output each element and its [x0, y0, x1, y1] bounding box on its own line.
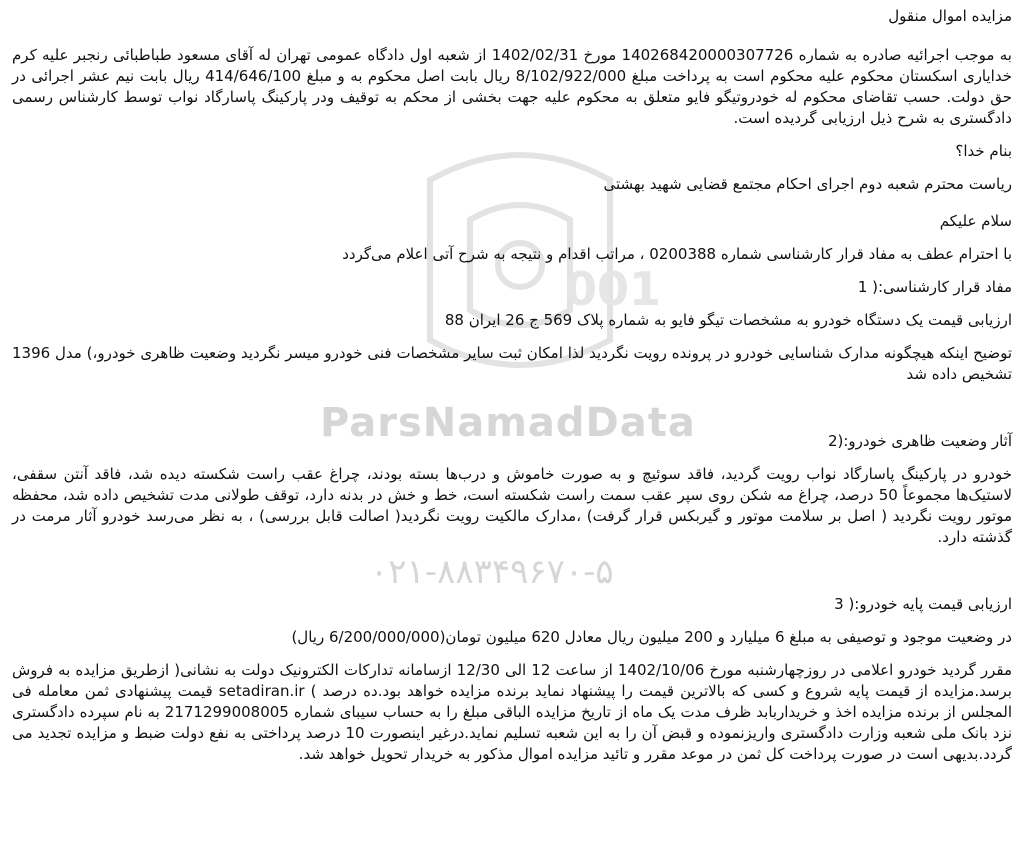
watermark-brand-text: ParsNamadData: [320, 400, 696, 446]
reference-line: با احترام عطف به مفاد قرار کارشناسی شماره 0200388 ، مراتب اقدام و نتیجه به شرح آتی اعلام می‌گردد: [342, 245, 1012, 263]
watermark-phone-text: ۰۲۱-۸۸۳۴۹۶۷۰-۵: [370, 552, 614, 592]
section3-body: در وضعیت موجود و توصیفی به مبلغ 6 میلیارد و 200 میلیون ریال معادل 620 میلیون تومان(6/200/000/000 ریال): [291, 628, 1012, 646]
section3-heading: ارزیابی قیمت پایه خودرو:( 3: [834, 595, 1012, 613]
section1-note: توضیح اینکه هیچگونه مدارک شناسایی خودرو در پرونده رویت نگردید لذا امکان ثبت سایر مشخصات فنی خودرو میسر نگردید وضعیت ظاهری خودرو،) مدل 1396 تشخیص داده شد: [12, 344, 1012, 383]
bismillah-line: بنام خدا؟: [955, 142, 1012, 160]
section2-body: خودرو در پارکینگ پاسارگاد نواب رویت گردید، فاقد سوئیچ و به صورت خاموش و درب‌ها بسته بودند، چراغ عقب راست شکسته دیده شد، فاقد آنتن سقفی، لاستیک‌ها مجموعاً 50 درصد، چراغ مه شکن روی سپر عقب سمت راست شکسته است، خط و خش در بدنه دارد، توقف طولانی مدت تشخیص داده شد، محفظه موتور رویت نگردید ( اصل بر سلامت موتور و گیربکس قرار گرفت) ،مدارک مالکیت رویت نگردید( اصالت قابل بررسی) ، به نظر می‌رسد خودرو آثار مرمت در گذشته دارد.: [12, 465, 1012, 546]
notice-intro-paragraph: به موجب اجرائیه صادره به شماره 140268420000307726 مورخ 1402/02/31 از شعبه اول دادگاه عمومی تهران له آقای مسعود طباطبائی رنجبر علیه کرم خدایاری اسکستان محکوم علیه محکوم است به پرداخت مبلغ 8/102/922/000 ریال بابت اصل محکوم به و مبلغ 414/646/100 ریال بابت نیم عشر اجرائی در حق دولت. حسب تقاضای محکوم له خودروتیگو فایو متعلق به محکوم علیه جهت بخشی از محکم به توقیف ودر پارکینگ پاسارگاد نواب توسط کارشناس رسمی دادگستری به شرح ذیل ارزیابی گردیده است.: [12, 46, 1012, 127]
svg-text:001: 001: [565, 262, 662, 316]
notice-title: مزایده اموال منقول: [888, 7, 1012, 25]
section1-heading: مفاد قرار کارشناسی:( 1: [857, 278, 1012, 296]
section1-body: ارزیابی قیمت یک دستگاه خودرو به مشخصات تیگو فایو به شماره پلاک 569 ج 26 ایران 88: [444, 311, 1012, 329]
greeting-line: سلام علیکم: [939, 212, 1012, 230]
closing-paragraph: مقرر گردید خودرو اعلامی در روزچهارشنبه مورخ 1402/10/06 از ساعت 12 الی 12/30 ازسامانه تدارکات الکترونیک دولت به نشانی( ازطریق مزایده به فروش برسد.مزایده از قیمت پایه شروع و کسی که بالاترین قیمت را پیشنهاد نماید برنده مزایده خواهد بود.ده درصد ) setadiran.ir قیمت پیشنهادی ثمن معامله فی المجلس از برنده مزایده اخذ و خریداربابد ظرف مدت یک ماه از تاریخ مزایده الباقی مبلغ را به حساب سیبای شماره 2171299008005 به نام سپرده دادگستری نزد بانک ملی شعبه وزارت دادگستری واریزنموده و قبض آن را به این شعبه تسلیم نماید.درغیر اینصورت 10 درصد پرداختی به نفع دولت ضبط و مزایده تجدید می گردد.بدیهی است در صورت پرداخت کل ثمن در موعد مقرر و تائید مزایده اموال مذکور به خریدار تحویل خواهد شد.: [12, 661, 1012, 763]
section2-heading: آثار وضعیت ظاهری خودرو:(2: [827, 432, 1012, 450]
addressee-line: ریاست محترم شعبه دوم اجرای احکام مجتمع قضایی شهید بهشتی: [603, 175, 1012, 193]
